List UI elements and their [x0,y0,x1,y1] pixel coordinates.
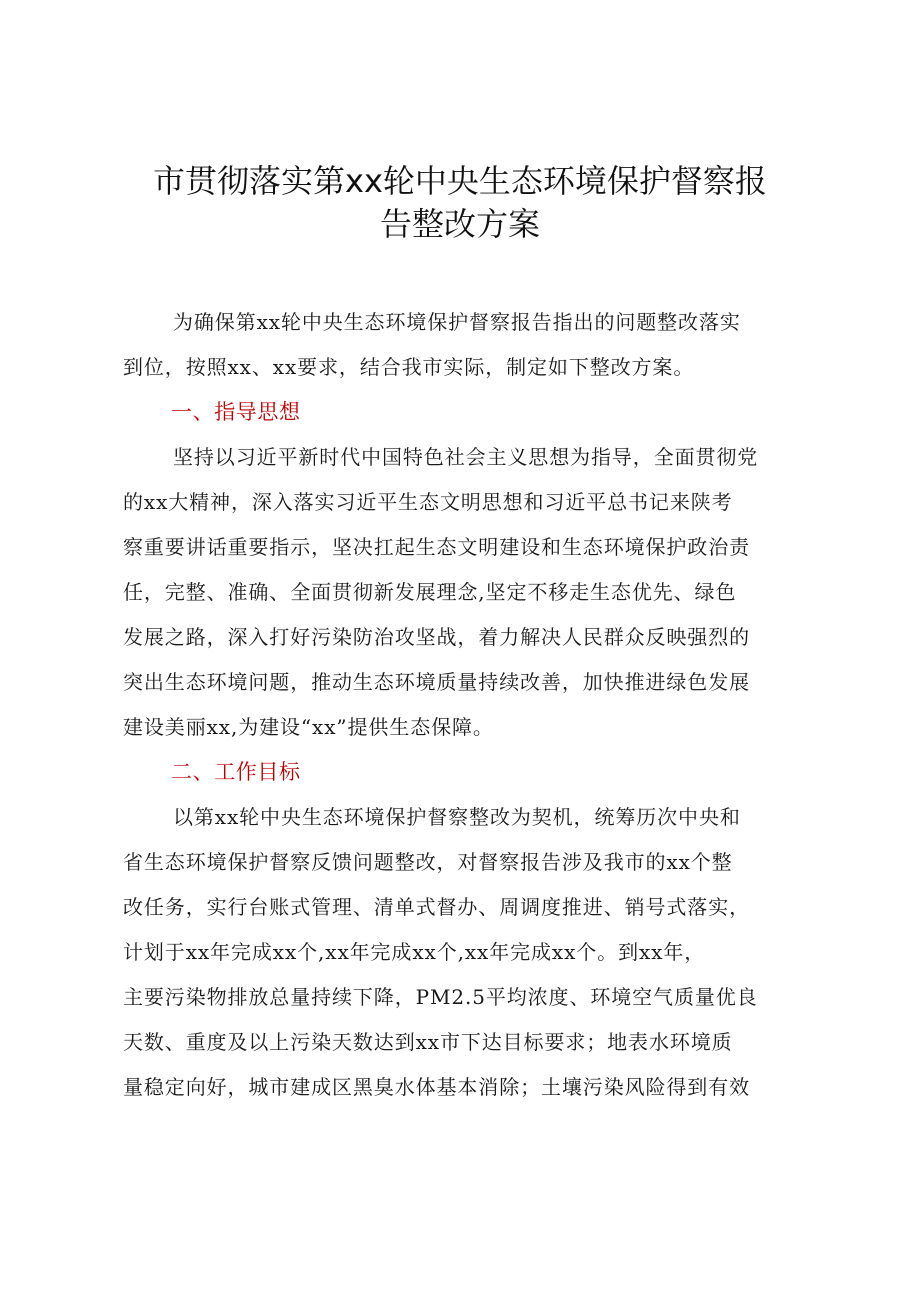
text-line: 任，完整、准确、全面贯彻新发展理念,坚定不移走生态优先、绿色 [123,580,737,604]
text-line: 建设美丽xx,为建设“xx”提供生态保障。 [123,715,494,739]
text-line: 量稳定向好，城市建成区黑臭水体基本消除；土壤污染风险得到有效 [123,1075,750,1099]
text-line: 察重要讲话重要指示，坚决扛起生态文明建设和生态环境保护政治责 [123,535,750,559]
text-line: 为确保第xx轮中央生态环境保护督察报告指出的问题整改落实 [173,310,741,334]
title-line-2: 告整改方案 [379,205,540,243]
text-line: 天数、重度及以上污染天数达到xx市下达目标要求；地表水环境质 [123,1030,733,1054]
section-paragraph-guiding-ideology [123,435,813,750]
text-line: 到位，按照xx、xx要求，结合我市实际，制定如下整改方案。 [123,355,695,379]
title-line-1: 市贯彻落实第xx轮中央生态环境保护督察报 [153,162,767,200]
document-body [123,300,813,1110]
text-line: 主要污染物排放总量持续下降，PM2.5平均浓度、环境空气质量优良 [123,985,758,1009]
text-line: 突出生态环境问题，推动生态环境质量持续改善，加快推进绿色发展 [123,670,750,694]
text-line: 坚持以习近平新时代中国特色社会主义思想为指导，全面贯彻党 [173,445,759,469]
document-title [120,160,800,246]
text-line: 以第xx轮中央生态环境保护督察整改为契机，统筹历次中央和 [173,805,741,829]
section-heading-work-goals: 二、工作目标 [171,760,301,784]
text-line: 发展之路，深入打好污染防治攻坚战，着力解决人民群众反映强烈的 [123,625,750,649]
text-line: 计划于xx年完成xx个,xx年完成xx个,xx年完成xx个。到xx年， [123,940,706,964]
text-line: 改任务，实行台账式管理、清单式督办、周调度推进、销号式落实， [123,895,750,919]
intro-paragraph [123,300,813,390]
text-line: 的xx大精神，深入落实习近平生态文明思想和习近平总书记来陕考 [123,490,733,514]
section-heading-guiding-ideology: 一、指导思想 [171,400,301,424]
text-line: 省生态环境保护督察反馈问题整改，对督察报告涉及我市的xx个整 [123,850,733,874]
section-paragraph-work-goals [123,795,813,1110]
